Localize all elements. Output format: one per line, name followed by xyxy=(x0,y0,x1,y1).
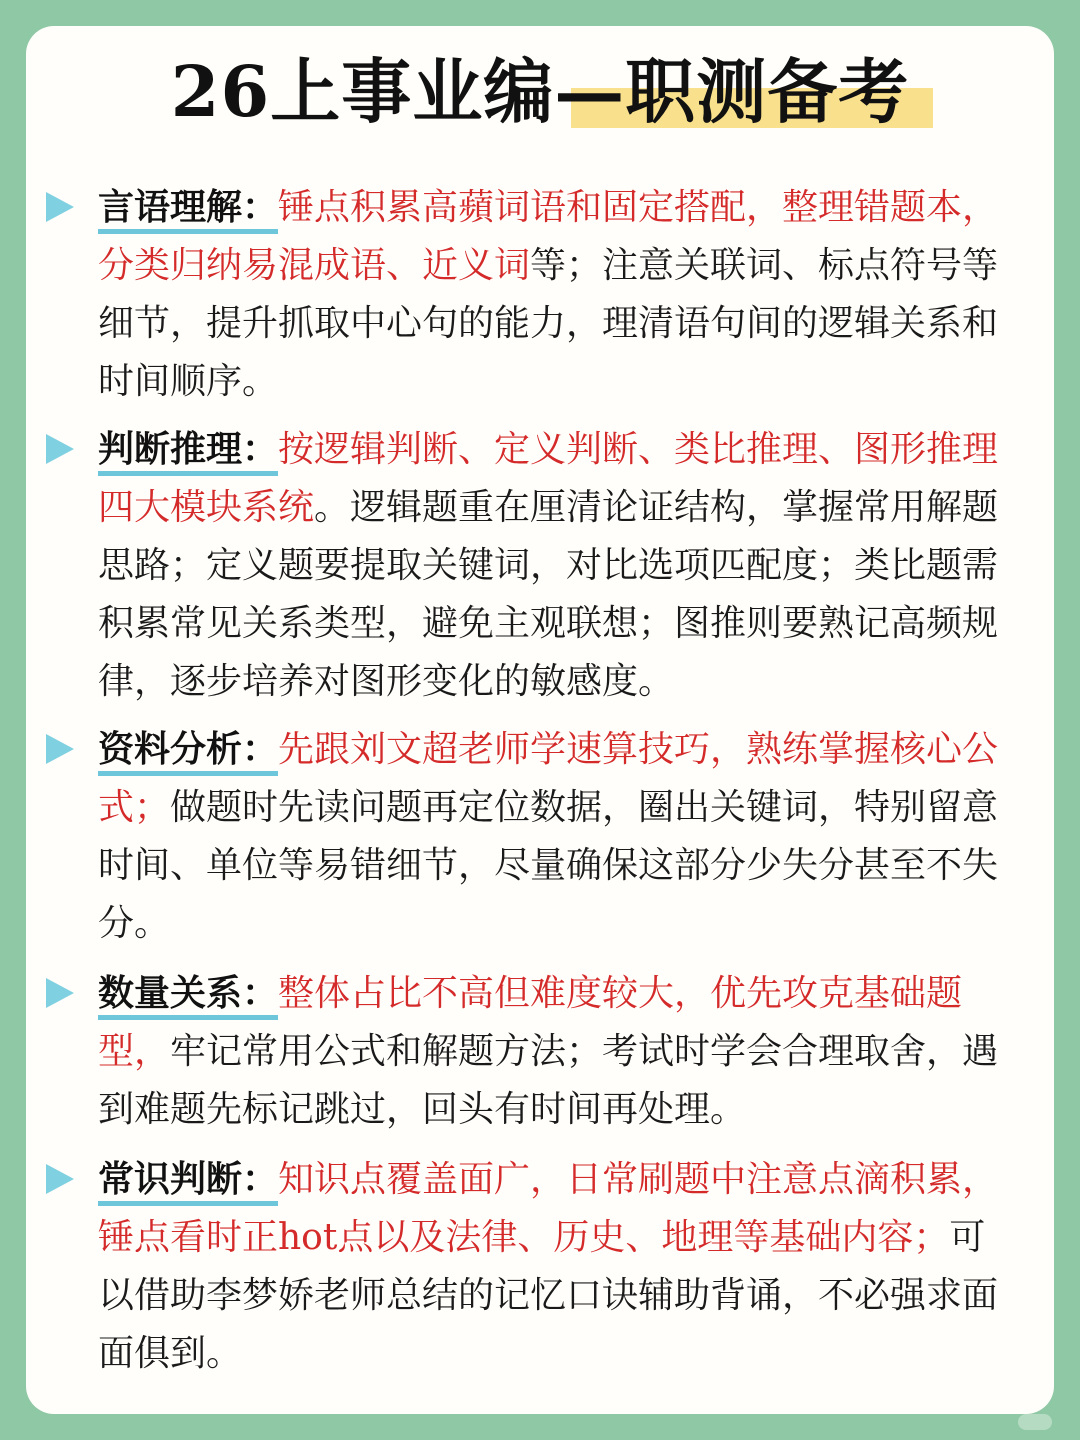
section-heading: 判断推理： xyxy=(98,428,278,476)
section-highlight-text: 锤点积累高蘋词语和固定搭配，整理错题本，分类归纳易混成语、近义词 xyxy=(98,187,999,286)
section-heading: 资料分析： xyxy=(98,728,278,776)
title-area xyxy=(0,50,1080,134)
section-data-analysis xyxy=(98,720,1018,953)
page-title xyxy=(171,50,909,134)
section-body-text: 等；注意关联词、标点符号等细节，提升抓取中心句的能力，理清语句间的逻辑关系和时间顺序。 xyxy=(98,245,999,402)
section-highlight-text: 先跟刘文超老师学速算技巧，熟练掌握核心公式； xyxy=(98,729,999,828)
triangle-bullet-icon xyxy=(46,192,74,222)
section-body-text: 牢记常用公式和解题方法；考试时学会合理取舍，遇到难题先标记跳过，回头有时间再处理。 xyxy=(98,1031,999,1130)
section-heading: 常识判断： xyxy=(98,1158,278,1206)
section-highlight-text: 知识点覆盖面广，日常刷题中注意点滴积累，锤点看时正hot点以及法律、历史、地理等基础内容； xyxy=(98,1159,999,1258)
section-highlight-text: 按逻辑判断、定义判断、类比推理、图形推理四大模块系统 xyxy=(98,429,999,528)
section-verbal xyxy=(98,178,1018,411)
section-quantitative xyxy=(98,964,1018,1139)
section-reasoning xyxy=(98,420,1018,711)
section-highlight-text: 整体占比不高但难度较大，优先攻克基础题型， xyxy=(98,973,963,1072)
page-title-text: 26上事业编—职测备考 xyxy=(170,50,910,133)
triangle-bullet-icon xyxy=(46,1164,74,1194)
section-body-text: 可以借助李梦娇老师总结的记忆口诀辅助背诵，不必强求面面俱到。 xyxy=(98,1217,999,1374)
triangle-bullet-icon xyxy=(46,978,74,1008)
section-general-knowledge xyxy=(98,1150,1018,1383)
section-body-text: 做题时先读问题再定位数据，圈出关键词，特别留意时间、单位等易错细节，尽量确保这部分少失分甚至不失分。 xyxy=(98,787,999,944)
watermark-badge xyxy=(1018,1414,1052,1430)
triangle-bullet-icon xyxy=(46,734,74,764)
section-heading: 数量关系： xyxy=(98,972,278,1020)
section-body-text: 。逻辑题重在厘清论证结构，掌握常用解题思路；定义题要提取关键词，对比选项匹配度；类比题需积累常见关系类型，避免主观联想；图推则要熟记高频规律，逐步培养对图形变化的敏感度。 xyxy=(98,487,999,702)
section-heading: 言语理解： xyxy=(98,186,278,234)
triangle-bullet-icon xyxy=(46,434,74,464)
